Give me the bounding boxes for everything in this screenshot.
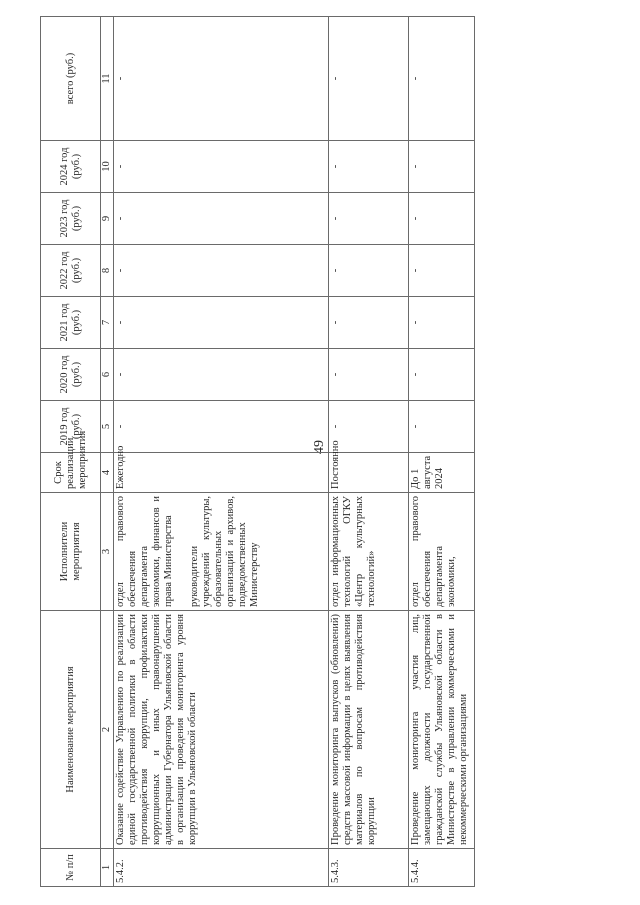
rotated-table-container xyxy=(32,0,620,905)
header-2022: 2022 год (руб.) xyxy=(41,245,101,297)
row-term: До 1 августа 2024 xyxy=(409,453,475,493)
index-cell: 1 xyxy=(101,849,114,887)
value-cell: - xyxy=(329,349,409,401)
value-cell: - xyxy=(114,245,329,297)
row-num: 5.4.2. xyxy=(114,849,329,887)
index-cell: 10 xyxy=(101,141,114,193)
value-cell: - xyxy=(114,141,329,193)
row-term: Ежегодно xyxy=(114,453,329,493)
table-row xyxy=(114,17,329,887)
executors-secondary: руководители учреждений культуры, образовательных организаций и архивов, подведомственных Министерству xyxy=(189,496,260,607)
document-sheet xyxy=(32,0,620,905)
value-cell: - xyxy=(409,17,475,141)
value-cell: - xyxy=(409,349,475,401)
value-cell: - xyxy=(114,17,329,141)
value-cell: - xyxy=(329,297,409,349)
value-cell: - xyxy=(114,349,329,401)
value-cell: - xyxy=(329,245,409,297)
value-cell: - xyxy=(114,297,329,349)
header-term: Срок реализации мероприятия xyxy=(41,453,101,493)
index-cell: 5 xyxy=(101,401,114,453)
row-name: Проведение мониторинга выпусков (обновлений) средств массовой информации в целях выявления материалов по вопросам противодействия коррупции xyxy=(329,611,409,849)
value-cell: - xyxy=(329,17,409,141)
header-executors: Исполнители мероприятия xyxy=(41,493,101,611)
index-cell: 9 xyxy=(101,193,114,245)
executors-primary: отдел правового обеспечения департамента экономики, xyxy=(410,496,457,607)
index-cell: 4 xyxy=(101,453,114,493)
row-name: Проведение мониторинга участия лиц, замещающих должности государственной гражданской службы Ульяновской области в Министерстве в управлении коммерческими и некоммерческими организациями xyxy=(409,611,475,849)
index-cell: 6 xyxy=(101,349,114,401)
row-num: 5.4.4. xyxy=(409,849,475,887)
executors-primary: отдел информационных технологий ОГКУ «Центр культурных технологий» xyxy=(330,496,377,607)
header-2019: 2019 год (руб.) xyxy=(41,401,101,453)
header-2020: 2020 год (руб.) xyxy=(41,349,101,401)
value-cell: - xyxy=(329,193,409,245)
row-num: 5.4.3. xyxy=(329,849,409,887)
row-executors xyxy=(409,493,475,611)
value-cell: - xyxy=(409,297,475,349)
value-cell: - xyxy=(409,401,475,453)
header-2023: 2023 год (руб.) xyxy=(41,193,101,245)
header-total: всего (руб.) xyxy=(41,17,101,141)
index-cell: 2 xyxy=(101,611,114,849)
index-cell: 3 xyxy=(101,493,114,611)
index-cell: 8 xyxy=(101,245,114,297)
value-cell: - xyxy=(409,193,475,245)
value-cell: - xyxy=(329,401,409,453)
header-2024: 2024 год (руб.) xyxy=(41,141,101,193)
row-executors xyxy=(114,493,329,611)
index-cell: 7 xyxy=(101,297,114,349)
header-num: № п/п xyxy=(41,849,101,887)
value-cell: - xyxy=(409,245,475,297)
header-name: Наименование мероприятия xyxy=(41,611,101,849)
measures-table xyxy=(40,16,475,887)
row-executors xyxy=(329,493,409,611)
table-row xyxy=(409,17,475,887)
index-row xyxy=(101,17,114,887)
table-row xyxy=(329,17,409,887)
row-name: Оказание содействие Управлению по реализации единой государственной политики в области противодействия коррупции, профилактики коррупционных и иных правонарушений администрации Губернатора Ульяновской области в организации проведения мониторинга уровня коррупции в Ульяновской области xyxy=(114,611,329,849)
executors-primary: отдел правового обеспечения департамента экономики, финансов и права Министерства xyxy=(115,496,174,607)
value-cell: - xyxy=(409,141,475,193)
header-2021: 2021 год (руб.) xyxy=(41,297,101,349)
header-row xyxy=(41,17,101,887)
value-cell: - xyxy=(114,193,329,245)
page-number: 49 xyxy=(312,440,327,454)
index-cell: 11 xyxy=(101,17,114,141)
value-cell: - xyxy=(114,401,329,453)
value-cell: - xyxy=(329,141,409,193)
row-term: Постоянно xyxy=(329,453,409,493)
